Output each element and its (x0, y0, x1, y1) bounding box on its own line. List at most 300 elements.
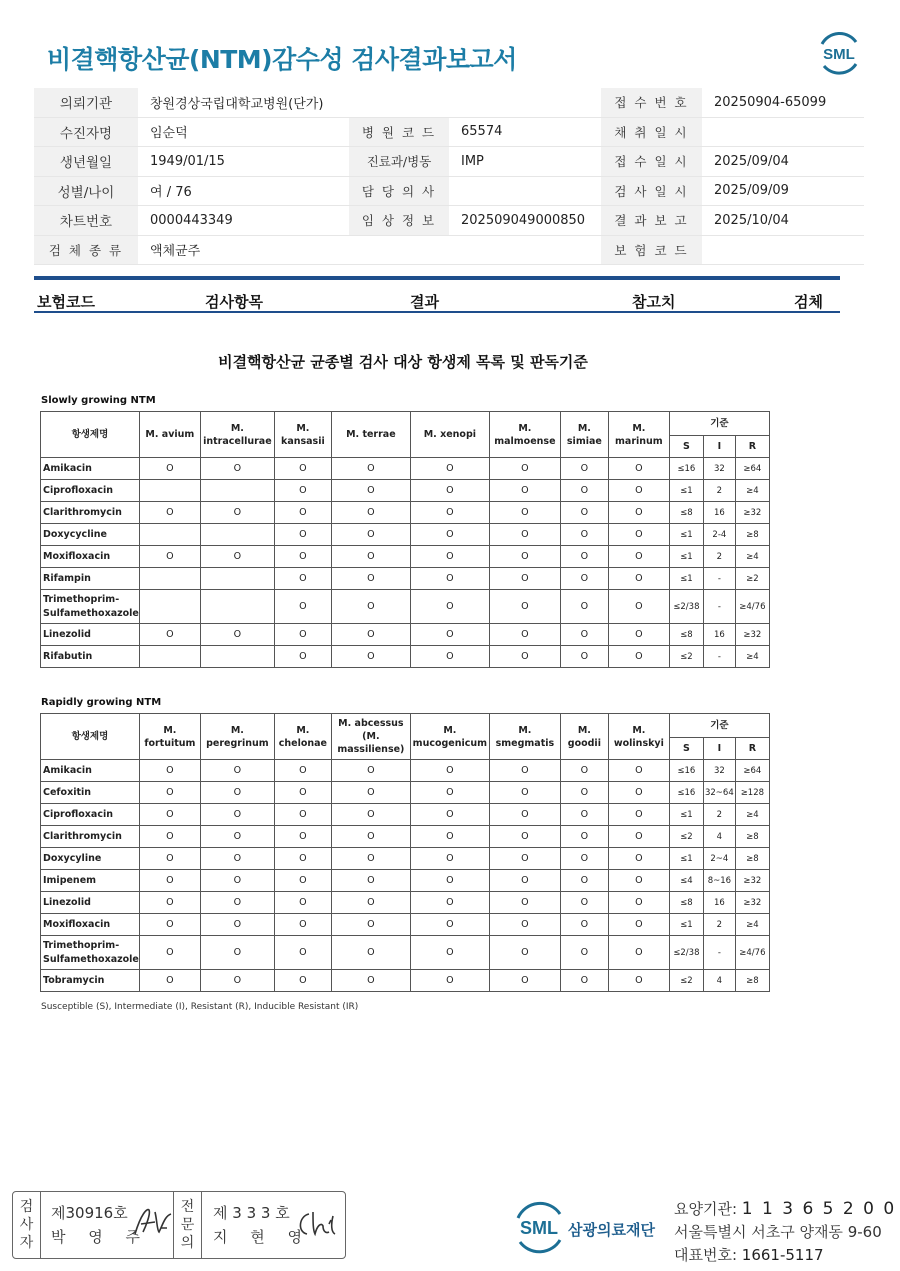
criteria-r-header: R (735, 436, 769, 458)
examiner-char: 자 (19, 1235, 34, 1251)
species-header: M. marinum (608, 412, 669, 458)
applicable-mark: O (560, 804, 608, 826)
patient-label: 수진자명 (34, 117, 138, 147)
criteria-r: ≥4/76 (735, 936, 769, 970)
criteria-r: ≥4 (735, 480, 769, 502)
drug-name: Amikacin (41, 458, 140, 480)
applicable-mark: O (608, 936, 669, 970)
col-reference: 참고치 (632, 293, 676, 311)
org-code: 1 1 3 6 5 2 0 0 (741, 1199, 897, 1219)
criteria-r-header: R (735, 738, 769, 760)
applicable-mark: O (139, 458, 200, 480)
criteria-r: ≥4 (735, 804, 769, 826)
species-header: M. terrae (331, 412, 410, 458)
org-phone-label: 대표번호: (674, 1246, 738, 1264)
applicable-mark: O (608, 914, 669, 936)
applicable-mark: O (560, 782, 608, 804)
criteria-i: 16 (703, 892, 735, 914)
org-phone-line (674, 1244, 824, 1265)
criteria-i: 32~64 (703, 782, 735, 804)
applicable-mark (200, 646, 274, 668)
criteria-s: ≤16 (669, 458, 703, 480)
applicable-mark: O (560, 546, 608, 568)
applicable-mark: O (608, 782, 669, 804)
applicable-mark (200, 480, 274, 502)
criteria-i: 2~4 (703, 848, 735, 870)
applicable-mark: O (560, 936, 608, 970)
applicable-mark: O (608, 970, 669, 992)
applicable-mark: O (608, 646, 669, 668)
applicable-mark: O (560, 524, 608, 546)
drug-header: 항생제명 (41, 714, 140, 760)
applicable-mark: O (274, 804, 331, 826)
applicable-mark: O (410, 870, 489, 892)
criteria-i: - (703, 568, 735, 590)
applicable-mark: O (200, 848, 274, 870)
criteria-s: ≤1 (669, 480, 703, 502)
applicable-mark: O (560, 914, 608, 936)
criteria-r: ≥4/76 (735, 590, 769, 624)
applicable-mark: O (331, 848, 410, 870)
applicable-mark: O (274, 568, 331, 590)
applicable-mark: O (274, 502, 331, 524)
applicable-mark: O (560, 458, 608, 480)
applicable-mark: O (139, 826, 200, 848)
drug-name: Trimethoprim- Sulfamethoxazole (41, 936, 140, 970)
dept-value: IMP (449, 147, 601, 177)
criteria-s: ≤1 (669, 568, 703, 590)
criteria-s: ≤8 (669, 624, 703, 646)
applicable-mark: O (274, 760, 331, 782)
table-row (41, 524, 770, 546)
examiner-vertical-label (13, 1192, 41, 1258)
table-row (41, 546, 770, 568)
hosp-code-label: 병 원 코 드 (349, 117, 449, 147)
applicable-mark: O (200, 546, 274, 568)
applicable-mark: O (331, 760, 410, 782)
collect-date-label: 채 취 일 시 (601, 117, 702, 147)
applicable-mark: O (200, 458, 274, 480)
applicable-mark: O (274, 914, 331, 936)
species-header: M. simiae (560, 412, 608, 458)
drug-name: Moxifloxacin (41, 914, 140, 936)
applicable-mark: O (200, 624, 274, 646)
applicable-mark: O (410, 826, 489, 848)
criteria-r: ≥128 (735, 782, 769, 804)
applicable-mark (139, 524, 200, 546)
rapid-ntm-table (40, 713, 770, 992)
applicable-mark: O (331, 970, 410, 992)
applicable-mark: O (410, 804, 489, 826)
sex-age-value: 여 / 76 (138, 176, 349, 206)
applicable-mark: O (139, 546, 200, 568)
applicable-mark: O (560, 568, 608, 590)
collect-date-value (702, 117, 864, 147)
criteria-header: 기준 (669, 714, 769, 738)
species-header: M. fortuitum (139, 714, 200, 760)
applicable-mark (139, 590, 200, 624)
applicable-mark: O (608, 568, 669, 590)
species-header: M. xenopi (410, 412, 489, 458)
applicable-mark: O (489, 970, 560, 992)
test-date-label: 검 사 일 시 (601, 176, 702, 206)
applicable-mark: O (489, 568, 560, 590)
criteria-s: ≤2 (669, 970, 703, 992)
birth-label: 생년월일 (34, 147, 138, 177)
examiner-name: 박 영 주 (51, 1228, 150, 1246)
applicable-mark: O (274, 936, 331, 970)
applicable-mark: O (410, 590, 489, 624)
applicable-mark: O (608, 760, 669, 782)
table-row (41, 590, 770, 624)
signature-box (12, 1191, 346, 1259)
applicable-mark: O (608, 826, 669, 848)
drug-name: Tobramycin (41, 970, 140, 992)
applicable-mark: O (608, 848, 669, 870)
applicable-mark: O (489, 546, 560, 568)
applicable-mark: O (410, 624, 489, 646)
drug-name: Doxycycline (41, 524, 140, 546)
applicable-mark: O (608, 892, 669, 914)
criteria-r: ≥4 (735, 914, 769, 936)
table-row (41, 892, 770, 914)
criteria-s: ≤4 (669, 870, 703, 892)
criteria-s: ≤2/38 (669, 936, 703, 970)
criteria-i: 2 (703, 804, 735, 826)
org-code-label: 요양기관: (674, 1200, 738, 1218)
applicable-mark: O (608, 870, 669, 892)
species-header: M. goodii (560, 714, 608, 760)
applicable-mark: O (489, 624, 560, 646)
applicable-mark: O (139, 848, 200, 870)
criteria-i: 2 (703, 546, 735, 568)
applicable-mark: O (331, 624, 410, 646)
criteria-s-header: S (669, 738, 703, 760)
doctor-label: 담 당 의 사 (349, 176, 449, 206)
drug-name: Linezolid (41, 892, 140, 914)
criteria-i: 2 (703, 480, 735, 502)
receipt-no-value: 20250904-65099 (702, 88, 864, 117)
applicable-mark: O (331, 480, 410, 502)
species-header: M. kansasii (274, 412, 331, 458)
applicable-mark: O (410, 760, 489, 782)
hospital-label: 의뢰기관 (34, 88, 138, 117)
org-name: 삼광의료재단 (568, 1221, 655, 1239)
criteria-s: ≤1 (669, 546, 703, 568)
applicable-mark (139, 568, 200, 590)
applicable-mark: O (489, 936, 560, 970)
criteria-i: 2 (703, 914, 735, 936)
applicable-mark: O (608, 458, 669, 480)
applicable-mark: O (274, 546, 331, 568)
applicable-mark: O (331, 914, 410, 936)
applicable-mark: O (139, 936, 200, 970)
specialist-license: 제 3 3 3 호 (213, 1204, 290, 1222)
applicable-mark: O (274, 970, 331, 992)
criteria-r: ≥8 (735, 848, 769, 870)
species-header: M. chelonae (274, 714, 331, 760)
col-specimen: 검체 (794, 293, 823, 311)
table-row (41, 804, 770, 826)
drug-name: Clarithromycin (41, 826, 140, 848)
applicable-mark: O (560, 590, 608, 624)
applicable-mark: O (331, 546, 410, 568)
applicable-mark: O (139, 914, 200, 936)
col-ins-code: 보험코드 (37, 293, 95, 311)
criteria-r: ≥8 (735, 826, 769, 848)
applicable-mark: O (331, 782, 410, 804)
applicable-mark: O (139, 782, 200, 804)
header-bottom-line (34, 311, 840, 313)
criteria-i: 4 (703, 826, 735, 848)
legend-text: Susceptible (S), Intermediate (I), Resistant (R), Inducible Resistant (IR) (41, 1002, 359, 1012)
applicable-mark: O (410, 524, 489, 546)
patient-info-table (34, 88, 864, 265)
org-code-line (674, 1198, 896, 1219)
applicable-mark: O (200, 892, 274, 914)
drug-name: Imipenem (41, 870, 140, 892)
applicable-mark: O (200, 914, 274, 936)
applicable-mark: O (560, 646, 608, 668)
applicable-mark: O (410, 782, 489, 804)
slow-ntm-table (40, 411, 770, 668)
applicable-mark: O (274, 590, 331, 624)
applicable-mark: O (560, 870, 608, 892)
criteria-r: ≥8 (735, 524, 769, 546)
criteria-i: 16 (703, 624, 735, 646)
insurance-label: 보 험 코 드 (601, 235, 702, 265)
species-header: M. peregrinum (200, 714, 274, 760)
species-header: M. abcessus (M. massiliense) (331, 714, 410, 760)
table-row (41, 646, 770, 668)
criteria-r: ≥2 (735, 568, 769, 590)
criteria-subtitle: 비결핵항산균 균종별 검사 대상 항생제 목록 및 판독기준 (218, 353, 588, 371)
table-row (41, 914, 770, 936)
applicable-mark: O (608, 502, 669, 524)
applicable-mark: O (489, 590, 560, 624)
chart-label: 차트번호 (34, 206, 138, 236)
report-date-value: 2025/10/04 (702, 206, 864, 236)
criteria-r: ≥4 (735, 646, 769, 668)
applicable-mark: O (331, 826, 410, 848)
applicable-mark: O (489, 804, 560, 826)
criteria-s: ≤1 (669, 848, 703, 870)
applicable-mark: O (410, 914, 489, 936)
criteria-r: ≥32 (735, 502, 769, 524)
examiner-signature (131, 1204, 175, 1240)
applicable-mark: O (560, 826, 608, 848)
criteria-i: 16 (703, 502, 735, 524)
applicable-mark: O (410, 458, 489, 480)
applicable-mark: O (274, 782, 331, 804)
species-header: M. wolinskyi (608, 714, 669, 760)
applicable-mark: O (608, 804, 669, 826)
applicable-mark: O (274, 480, 331, 502)
table-row (41, 782, 770, 804)
table-row (41, 458, 770, 480)
applicable-mark: O (139, 502, 200, 524)
applicable-mark: O (200, 870, 274, 892)
criteria-r: ≥4 (735, 546, 769, 568)
criteria-r: ≥8 (735, 970, 769, 992)
applicable-mark: O (560, 624, 608, 646)
criteria-i: 32 (703, 458, 735, 480)
drug-name: Cefoxitin (41, 782, 140, 804)
applicable-mark: O (608, 480, 669, 502)
receipt-date-value: 2025/09/04 (702, 147, 864, 177)
applicable-mark: O (410, 480, 489, 502)
applicable-mark: O (489, 892, 560, 914)
applicable-mark: O (274, 524, 331, 546)
specialist-vertical-label (173, 1192, 202, 1258)
applicable-mark: O (560, 848, 608, 870)
criteria-s: ≤2 (669, 646, 703, 668)
applicable-mark: O (410, 646, 489, 668)
table-row (41, 480, 770, 502)
applicable-mark: O (608, 546, 669, 568)
drug-name: Ciprofloxacin (41, 804, 140, 826)
drug-name: Moxifloxacin (41, 546, 140, 568)
org-phone: 1661-5117 (741, 1246, 824, 1264)
slow-section-title: Slowly growing NTM (41, 395, 156, 406)
report-date-label: 결 과 보 고 (601, 206, 702, 236)
applicable-mark: O (274, 646, 331, 668)
applicable-mark: O (560, 892, 608, 914)
criteria-header: 기준 (669, 412, 769, 436)
applicable-mark: O (200, 970, 274, 992)
applicable-mark: O (331, 502, 410, 524)
criteria-s: ≤1 (669, 804, 703, 826)
criteria-s: ≤2 (669, 826, 703, 848)
criteria-i: - (703, 936, 735, 970)
applicable-mark: O (489, 502, 560, 524)
applicable-mark: O (274, 892, 331, 914)
applicable-mark: O (139, 870, 200, 892)
dept-label: 진료과/병동 (349, 147, 449, 177)
test-date-value: 2025/09/09 (702, 176, 864, 206)
clinical-label: 임 상 정 보 (349, 206, 449, 236)
insurance-value (702, 235, 864, 265)
criteria-s: ≤2/38 (669, 590, 703, 624)
applicable-mark: O (489, 826, 560, 848)
applicable-mark: O (410, 970, 489, 992)
criteria-i-header: I (703, 436, 735, 458)
col-test-item: 검사항목 (205, 293, 263, 311)
applicable-mark: O (200, 826, 274, 848)
applicable-mark: O (274, 848, 331, 870)
specialist-char: 전 (180, 1199, 195, 1215)
applicable-mark: O (489, 646, 560, 668)
applicable-mark: O (139, 760, 200, 782)
patient-value: 임순덕 (138, 117, 349, 147)
applicable-mark (200, 568, 274, 590)
receipt-date-label: 접 수 일 시 (601, 147, 702, 177)
criteria-r: ≥32 (735, 624, 769, 646)
applicable-mark: O (331, 870, 410, 892)
applicable-mark: O (331, 590, 410, 624)
criteria-s: ≤16 (669, 782, 703, 804)
criteria-s: ≤1 (669, 524, 703, 546)
applicable-mark: O (560, 760, 608, 782)
applicable-mark: O (489, 458, 560, 480)
applicable-mark: O (489, 480, 560, 502)
applicable-mark: O (410, 546, 489, 568)
applicable-mark: O (139, 970, 200, 992)
table-row (41, 870, 770, 892)
applicable-mark: O (410, 892, 489, 914)
examiner-license: 제30916호 (51, 1204, 128, 1222)
doctor-value (449, 176, 601, 206)
applicable-mark: O (410, 848, 489, 870)
applicable-mark: O (560, 502, 608, 524)
applicable-mark (200, 590, 274, 624)
drug-name: Amikacin (41, 760, 140, 782)
examiner-char: 검 (19, 1199, 34, 1215)
applicable-mark: O (608, 524, 669, 546)
applicable-mark: O (331, 646, 410, 668)
applicable-mark: O (608, 590, 669, 624)
applicable-mark: O (560, 480, 608, 502)
applicable-mark: O (489, 760, 560, 782)
applicable-mark: O (410, 502, 489, 524)
specialist-name: 지 현 영 (213, 1228, 312, 1246)
criteria-r: ≥32 (735, 870, 769, 892)
applicable-mark: O (331, 568, 410, 590)
hospital-value: 창원경상국립대학교병원(단가) (138, 88, 601, 117)
examiner-char: 사 (19, 1217, 34, 1233)
applicable-mark: O (200, 502, 274, 524)
specimen-label: 검 체 종 류 (34, 235, 138, 265)
criteria-i: - (703, 590, 735, 624)
receipt-no-label: 접 수 번 호 (601, 88, 702, 117)
applicable-mark: O (331, 458, 410, 480)
sml-footer-logo-icon (512, 1200, 566, 1254)
applicable-mark (139, 480, 200, 502)
drug-name: Trimethoprim- Sulfamethoxazole (41, 590, 140, 624)
table-row (41, 624, 770, 646)
table-row (41, 826, 770, 848)
applicable-mark (139, 646, 200, 668)
clinical-value: 202509049000850 (449, 206, 601, 236)
report-title: 비결핵항산균(NTM)감수성 검사결과보고서 (47, 45, 517, 74)
drug-name: Doxycyline (41, 848, 140, 870)
applicable-mark: O (331, 524, 410, 546)
applicable-mark: O (331, 936, 410, 970)
applicable-mark: O (200, 760, 274, 782)
drug-header: 항생제명 (41, 412, 140, 458)
criteria-r: ≥64 (735, 458, 769, 480)
applicable-mark: O (489, 524, 560, 546)
drug-name: Linezolid (41, 624, 140, 646)
applicable-mark: O (410, 568, 489, 590)
specialist-char: 문 (180, 1217, 195, 1233)
criteria-s: ≤8 (669, 502, 703, 524)
applicable-mark: O (489, 848, 560, 870)
applicable-mark: O (139, 892, 200, 914)
species-header: M. smegmatis (489, 714, 560, 760)
applicable-mark: O (274, 870, 331, 892)
logo-text: SML (823, 46, 855, 63)
rapid-section-title: Rapidly growing NTM (41, 697, 162, 708)
sml-logo-icon (816, 30, 862, 76)
table-row (41, 568, 770, 590)
chart-value: 0000443349 (138, 206, 349, 236)
birth-value: 1949/01/15 (138, 147, 349, 177)
criteria-i: - (703, 646, 735, 668)
applicable-mark: O (560, 970, 608, 992)
applicable-mark: O (331, 804, 410, 826)
criteria-i: 2-4 (703, 524, 735, 546)
